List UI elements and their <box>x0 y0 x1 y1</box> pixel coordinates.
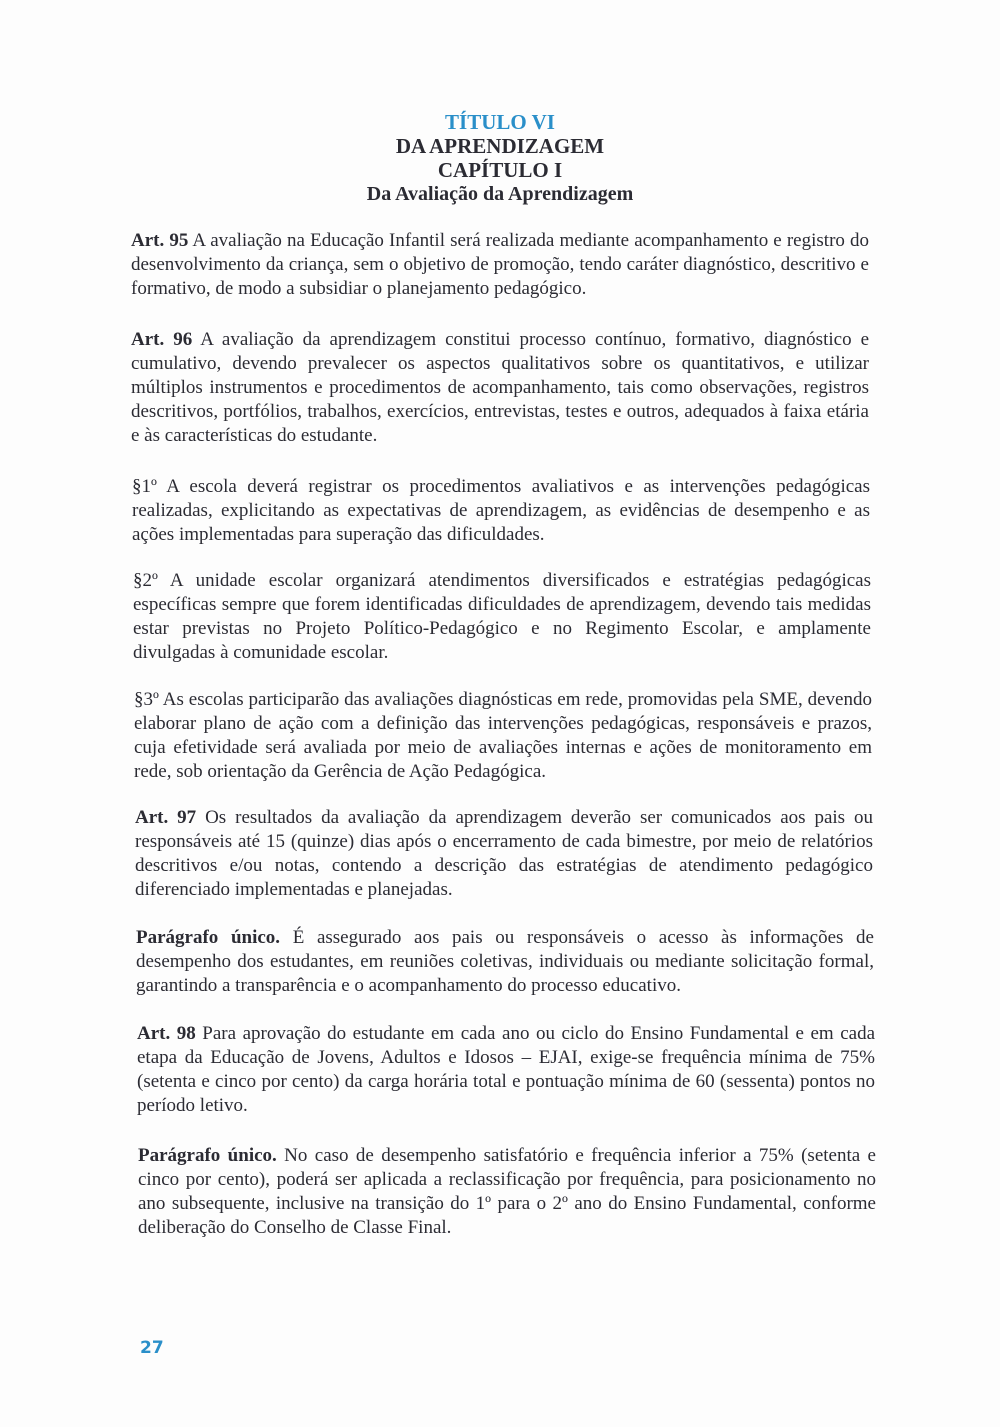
article-97 <box>135 806 873 902</box>
article-text: §3º As escolas participarão das avaliações diagnósticas em rede, promovidas pela SME, devendo elaborar plano de ação com a definição das intervenções pedagógicas, responsáveis e prazos, cuja efetividade será avaliada por meio de avaliações internas e ações de monitoramento em rede, sob orientação da Gerência de Ação Pedagógica. <box>134 689 872 782</box>
paragraph-2 <box>133 569 871 665</box>
article-text: Para aprovação do estudante em cada ano ou ciclo do Ensino Fundamental e em cada etapa da Educação de Jovens, Adultos e Idosos – EJAI, exige-se frequência mínima de 75% (setenta e cinco por cento) da carga horária total e pontuação mínima de 60 (sessenta) pontos no período letivo. <box>137 1023 875 1116</box>
article-text: §2º A unidade escolar organizará atendimentos diversificados e estratégias pedagógicas específicas sempre que forem identificadas dificuldades de aprendizagem, devendo tais medidas estar previstas no Projeto Político-Pedagógico e no Regimento Escolar, e amplamente divulgadas à comunidade escolar. <box>133 570 871 663</box>
article-text: §1º A escola deverá registrar os procedimentos avaliativos e as intervenções pedagógicas realizadas, explicitando as expectativas de aprendizagem, as evidências de desempenho e as ações implementadas para superação das dificuldades. <box>132 476 870 545</box>
article-text: Os resultados da avaliação da aprendizagem deverão ser comunicados aos pais ou responsáveis até 15 (quinze) dias após o encerramento de cada bimestre, por meio de relatórios descritivos e/ou notas, contendo a descrição das estratégias de atendimento pedagógico diferenciado implementadas e planejadas. <box>135 807 873 900</box>
chapter-heading: CAPÍTULO I <box>437 158 563 182</box>
article-label: Art. 98 <box>137 1023 196 1044</box>
chapter-name: Da Avaliação da Aprendizagem <box>366 183 634 205</box>
article-97-single-paragraph <box>136 926 874 998</box>
title-name: DA APRENDIZAGEM <box>395 134 605 158</box>
article-label: Art. 96 <box>131 329 193 350</box>
page-number: 27 <box>140 1338 164 1358</box>
article-label: Parágrafo único. <box>138 1145 277 1166</box>
article-text: A avaliação da aprendizagem constitui processo contínuo, formativo, diagnóstico e cumulativo, devendo prevalecer os aspectos qualitativos sobre os quantitativos, e utilizar múltiplos instrumentos e procedimentos de acompanhamento, tais como observações, registros descritivos, portfólios, trabalhos, exercícios, entrevistas, testes e outros, adequados à faixa etária e às características do estudante. <box>131 329 870 446</box>
article-98 <box>137 1022 875 1118</box>
article-96 <box>131 328 869 448</box>
article-98-single-paragraph <box>138 1144 876 1240</box>
article-95 <box>131 229 869 301</box>
paragraph-3 <box>134 688 872 784</box>
article-text: É assegurado aos pais ou responsáveis o acesso às informações de desempenho dos estudantes, em reuniões coletivas, individuais ou mediante solicitação formal, garantindo a transparência e o acompanhamento do processo educativo. <box>136 927 874 996</box>
article-label: Art. 97 <box>135 807 197 828</box>
article-label: Art. 95 <box>131 230 189 251</box>
article-text: No caso de desempenho satisfatório e frequência inferior a 75% (setenta e cinco por cento), poderá ser aplicada a reclassificação por frequência, para posicionamento no ano subsequente, inclusive na transição do 1º para o 2º ano do Ensino Fundamental, conforme deliberação do Conselho de Classe Final. <box>138 1145 876 1238</box>
article-label: Parágrafo único. <box>136 927 281 948</box>
title-heading: TÍTULO VI <box>445 110 555 134</box>
article-text: A avaliação na Educação Infantil será realizada mediante acompanhamento e registro do desenvolvimento da criança, sem o objetivo de promoção, tendo caráter diagnóstico, descritivo e formativo, de modo a subsidiar o planejamento pedagógico. <box>131 230 870 299</box>
paragraph-1 <box>132 475 870 547</box>
